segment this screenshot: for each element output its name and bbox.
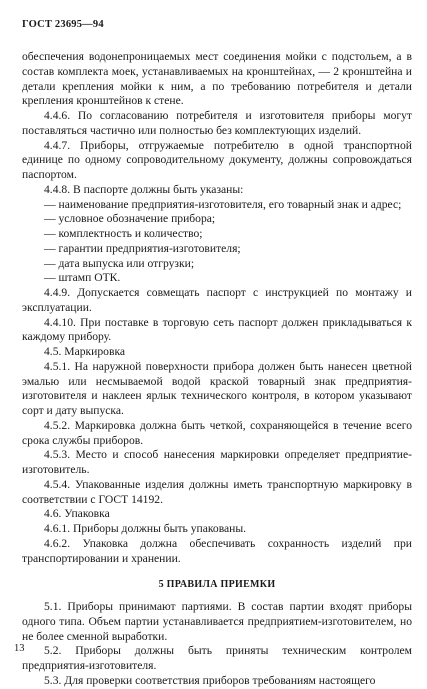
subheading-4-5-marking: 4.5. Маркировка [44,345,126,358]
page-number: 13 [14,643,25,654]
paragraph-4-5-1: 4.5.1. На наружной поверхности прибора должен быть нанесен цветной эмалью или несмываемой водой краской товарный знак предприятия-изготовителя и наклеен ярлык технического контроля, в котором указывают сорт и дату выпуска. [22,359,412,417]
paragraph-5-3: 5.3. Для проверки соответствия приборов требованиям настоящего [44,673,376,687]
page-header-standard: ГОСТ 23695—94 [22,19,104,30]
paragraph-4-4-6: 4.4.6. По согласованию потребителя и изготовителя приборы могут поставляться частично или полностью без комплектующих изделий. [22,109,412,137]
paragraph-5-2: 5.2. Приборы должны быть приняты техническим контролем предприятия-изготовителя. [22,644,412,672]
paragraph-4-6-1: 4.6.1. Приборы должны быть упакованы. [44,522,247,535]
list-item-stamp: — штамп ОТК. [44,271,121,285]
paragraph-4-6-2: 4.6.2. Упаковка должна обеспечивать сохранность изделий при транспортировании и хранении. [22,536,412,565]
list-item-completeness: — комплектность и количество; [44,227,203,240]
list-item-warranty: — гарантии предприятия-изготовителя; [44,241,241,255]
list-item-designation: — условное обозначение прибора; [44,212,216,226]
paragraph-4-5-2: 4.5.2. Маркировка должна быть четкой, сохраняющейся в течение всего срока службы приборов. [22,418,412,447]
paragraph-4-4-7: 4.4.7. Приборы, отгружаемые потребителю в одной транспортной единице по одному сопроводительному документу, должны сопровождаться паспортом. [22,138,412,181]
list-item-release-date: — дата выпуска или отгрузки; [44,256,195,270]
paragraph-continuation: обеспечения водонепроницаемых мест соединения мойки с подстольем, а в состав комплекта моек, устанавливаемых на кронштейнах, — 2 кронштейна и детали крепления мойки к ним, а по требованию потребителя и детали крепления кронштейнов к стене. [22,50,412,108]
section-heading-5: 5 ПРАВИЛА ПРИЕМКИ [158,579,276,591]
paragraph-4-5-3: 4.5.3. Место и способ нанесения маркировки определяет предприятие-изготовитель. [22,448,412,476]
list-item-manufacturer: — наименование предприятия-изготовителя, его товарный знак и адрес; [44,197,402,211]
paragraph-4-4-8: 4.4.8. В паспорте должны быть указаны: [44,182,244,196]
body-text [22,50,412,689]
paragraph-4-5-4: 4.5.4. Упакованные изделия должны иметь транспортную маркировку в соответствии с ГОСТ 14192. [22,477,412,506]
paragraph-4-4-10: 4.4.10. При поставке в торговую сеть паспорт должен прикладываться к каждому прибору. [22,315,412,344]
subheading-4-6-packaging: 4.6. Упаковка [44,507,110,521]
paragraph-4-4-9: 4.4.9. Допускается совмещать паспорт с инструкцией по монтажу и эксплуатации. [22,286,412,314]
paragraph-5-1: 5.1. Приборы принимают партиями. В состав партии входят приборы одного типа. Объем партии устанавливается предприятием-изготовителем, но не более сменной выработки. [22,600,412,643]
